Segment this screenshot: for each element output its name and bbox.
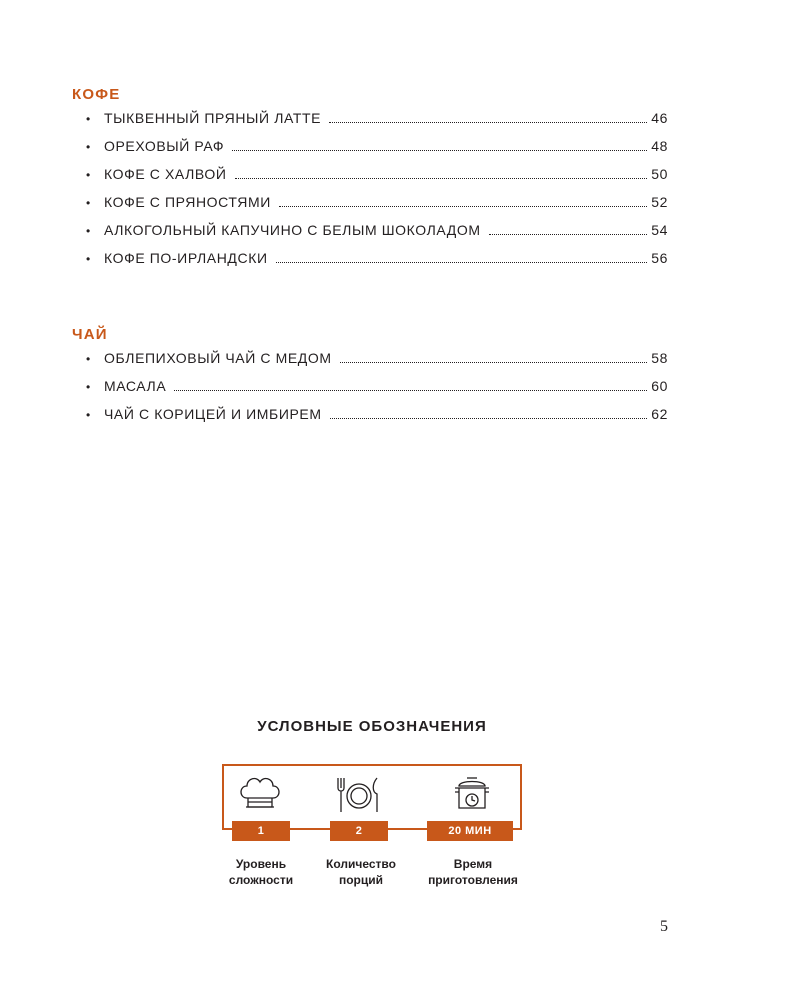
time-caption [418, 856, 528, 888]
servings-badge: 2 [330, 821, 388, 841]
section-title: ЧАЙ [72, 326, 108, 343]
bullet: • [86, 112, 91, 126]
toc-item-label: ОРЕХОВЫЙ РАФ [104, 138, 225, 154]
toc-item-page: 54 [651, 222, 668, 238]
dot-leader [174, 390, 647, 391]
toc-item-page: 50 [651, 166, 668, 182]
caption-line: приготовления [428, 873, 518, 887]
dot-leader [329, 122, 647, 123]
dot-leader [279, 206, 647, 207]
toc-item-label: МАСАЛА [104, 378, 167, 394]
bullet: • [86, 252, 91, 266]
bullet: • [86, 224, 91, 238]
toc-item[interactable] [72, 110, 668, 138]
dot-leader [330, 418, 648, 419]
caption-line: Время [453, 857, 493, 871]
toc-list-coffee [72, 110, 668, 278]
caption-line: сложности [228, 873, 294, 887]
section-tea [72, 326, 668, 349]
toc-item[interactable] [72, 350, 668, 378]
chef-hat-icon [237, 774, 283, 816]
toc-item-page: 46 [651, 110, 668, 126]
toc-item-label: ОБЛЕПИХОВЫЙ ЧАЙ С МЕДОМ [104, 350, 332, 366]
toc-item-label: КОФЕ С ХАЛВОЙ [104, 166, 227, 182]
legend-title: УСЛОВНЫЕ ОБОЗНАЧЕНИЯ [257, 718, 487, 735]
dot-leader [232, 150, 647, 151]
toc-item-label: КОФЕ С ПРЯНОСТЯМИ [104, 194, 271, 210]
section-coffee [72, 86, 668, 109]
toc-item-page: 60 [651, 378, 668, 394]
plate-cutlery-icon [334, 774, 384, 816]
toc-item[interactable] [72, 378, 668, 406]
caption-line: Уровень [235, 857, 287, 871]
toc-item-page: 56 [651, 250, 668, 266]
toc-item-page: 48 [651, 138, 668, 154]
caption-line: порций [338, 873, 384, 887]
dot-leader [276, 262, 648, 263]
toc-item[interactable] [72, 194, 668, 222]
bullet: • [86, 196, 91, 210]
toc-item-page: 58 [651, 350, 668, 366]
bullet: • [86, 352, 91, 366]
dot-leader [489, 234, 648, 235]
bullet: • [86, 168, 91, 182]
toc-item[interactable] [72, 250, 668, 278]
dot-leader [235, 178, 648, 179]
toc-item-page: 52 [651, 194, 668, 210]
pot-timer-icon [447, 774, 497, 816]
toc-list-tea [72, 350, 668, 434]
difficulty-badge: 1 [232, 821, 290, 841]
toc-item[interactable] [72, 166, 668, 194]
toc-item-page: 62 [651, 406, 668, 422]
toc-item-label: АЛКОГОЛЬНЫЙ КАПУЧИНО С БЕЛЫМ ШОКОЛАДОМ [104, 222, 481, 238]
time-badge: 20 МИН [427, 821, 513, 841]
toc-item-label: ТЫКВЕННЫЙ ПРЯНЫЙ ЛАТТЕ [104, 110, 322, 126]
section-title: КОФЕ [72, 86, 121, 103]
servings-caption [306, 856, 416, 888]
toc-item-label: КОФЕ ПО-ИРЛАНДСКИ [104, 250, 268, 266]
page-number: 5 [660, 918, 668, 935]
toc-item-label: ЧАЙ С КОРИЦЕЙ И ИМБИРЕМ [104, 406, 322, 422]
bullet: • [86, 140, 91, 154]
toc-item[interactable] [72, 222, 668, 250]
bullet: • [86, 380, 91, 394]
bullet: • [86, 408, 91, 422]
dot-leader [340, 362, 648, 363]
toc-item[interactable] [72, 138, 668, 166]
caption-line: Количество [326, 857, 396, 871]
difficulty-caption [206, 856, 316, 888]
toc-item[interactable] [72, 406, 668, 434]
